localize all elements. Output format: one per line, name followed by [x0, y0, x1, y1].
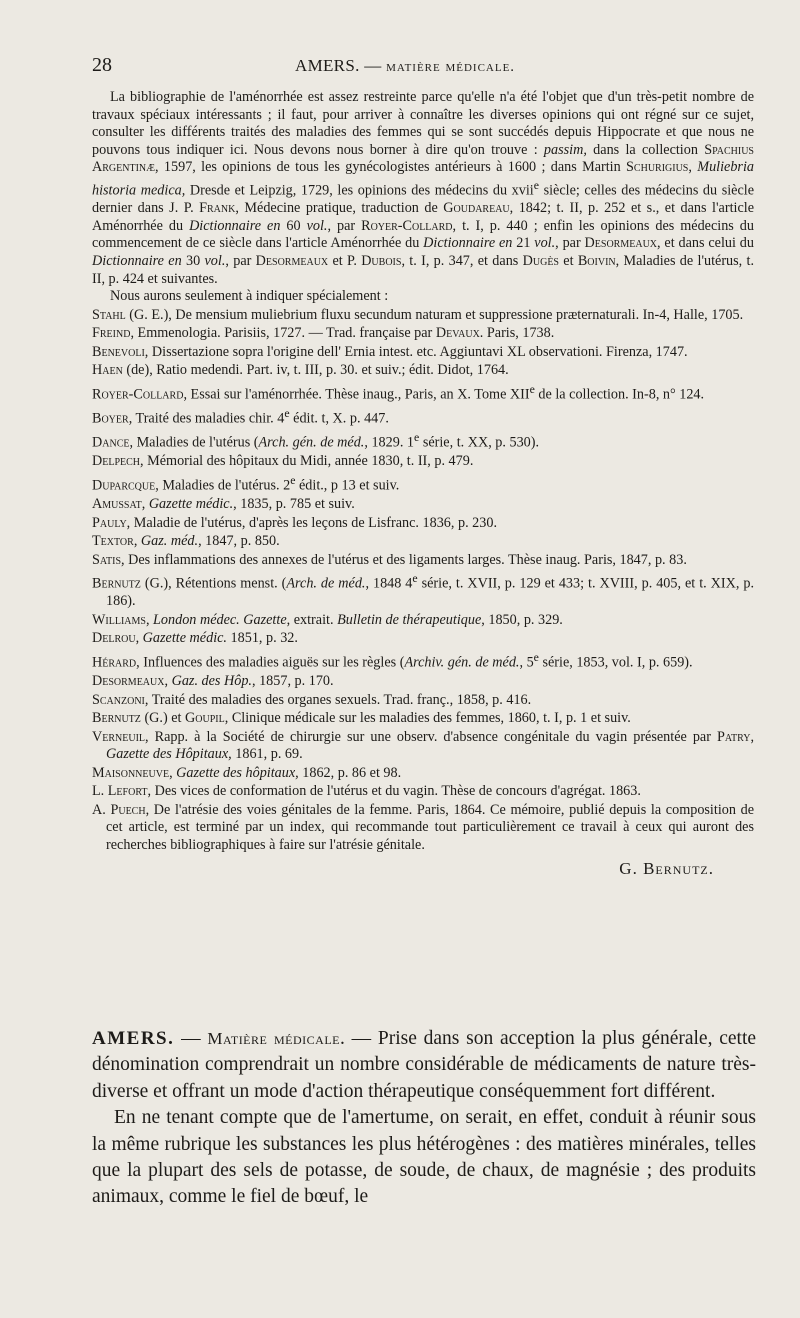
bibliography-entry — [92, 472, 754, 495]
text-run: Gazette des hôpitaux, — [176, 764, 299, 781]
text-run: Gazette médic. — [142, 630, 227, 647]
text-run: Maisonneuve — [92, 764, 170, 781]
text-run: Gazette médic. — [148, 496, 234, 513]
text-run: . — Prise dans son acception la plus générale, cette dénomination comprendrait un nombre considérable de médicaments de nature très-diverse et offrant un mode d'action thérapeutique conséquemment fort différent. — [92, 1028, 757, 1102]
text-run: , — [750, 728, 754, 745]
text-run: , Emmenologia. Parisiis, 1727. — Trad. française par — [130, 325, 436, 342]
text-run: Verneuil — [92, 728, 146, 745]
text-run: (G.) et — [140, 710, 186, 727]
text-run: Boivin — [577, 253, 616, 270]
text-run: , Maladies de l'utérus. 2 — [155, 477, 291, 494]
text-run: , Maladie de l'utérus, d'après les leçons de Lisfranc. 1836, p. 230. — [126, 514, 498, 531]
text-run: , 1842; t. II, p. 252 et s., et dans l'article Aménorrhée du — [92, 200, 754, 234]
text-run: , Traité des maladies chir. 4 — [128, 410, 285, 427]
bibliography-entry — [92, 783, 754, 801]
text-run: , Des vices de conformation de l'utérus et du vagin. Thèse de concours d'agrégat. 1863. — [147, 783, 641, 800]
text-run: Textor — [92, 533, 134, 550]
text-run: Gaz. méd. — [140, 533, 199, 550]
text-run: Goudareau — [443, 200, 510, 217]
text-run: Hérard — [92, 654, 137, 671]
text-run: , — [169, 764, 177, 781]
running-title-separator: — — [364, 56, 382, 75]
text-run: Matière médicale — [207, 1029, 340, 1048]
text-run: , 1850, p. 329. — [481, 611, 563, 628]
text-run: (G.), Rétentions menst. ( — [140, 575, 287, 592]
text-run: Satis — [92, 551, 122, 568]
running-header — [92, 54, 760, 84]
text-run: Schurigius — [626, 159, 689, 176]
text-run: édit. t, X. p. 447. — [289, 410, 389, 427]
text-run: Dictionnaire en — [423, 235, 513, 252]
text-run: , — [133, 533, 141, 550]
text-run: , Médecine pratique, traduction de — [235, 200, 444, 217]
text-run: 1861, p. 69. — [231, 746, 303, 763]
text-run: Delrou — [92, 630, 136, 647]
text-run: Patry — [717, 728, 751, 745]
text-run: 1851, p. 32. — [226, 630, 298, 647]
text-run: — — [174, 1028, 208, 1049]
text-run: , t. I, p. 440 ; enfin les opinions des médecins du commencement de ce siècle dans l'article Aménorrhée du — [92, 217, 754, 252]
text-run: , 1857, p. 170. — [251, 673, 334, 690]
text-run: , Dissertazione sopra l'origine dell' Ernia intest. etc. Aggiuntavi XL observationi. Firenza, 1747. — [144, 343, 688, 360]
bibliography-section — [92, 89, 754, 878]
text-run: Amussat — [92, 496, 142, 513]
running-title-section: matière médicale. — [386, 59, 516, 75]
text-run: Dictionnaire en — [92, 253, 182, 270]
bibliography-entry — [92, 325, 754, 343]
text-run: , et dans celui du — [657, 235, 754, 252]
text-run: Dictionnaire en — [189, 217, 281, 234]
text-run: Benevoli — [92, 343, 145, 360]
text-run: , 1848 4 — [365, 575, 413, 592]
text-run: , Des inflammations des annexes de l'utérus et des ligaments larges. Thèse inaug. Paris, 1847, p. 83. — [121, 551, 687, 568]
text-run: de la collection. In-8, n° 124. — [534, 386, 705, 403]
text-run: A. — [92, 801, 111, 818]
text-run: , — [688, 159, 698, 176]
text-run: , 1597, les opinions de tous les gynécologistes antérieurs à 1600 ; dans Martin — [155, 159, 627, 176]
text-run: Muliebria historia medica, — [92, 159, 754, 199]
bibliography-entry — [92, 496, 754, 514]
text-run: Bernutz — [92, 575, 141, 592]
text-run: Archiv. gén. de méd. — [404, 654, 520, 671]
text-run: et P. — [328, 253, 362, 270]
text-run: AMERS. — [92, 1028, 175, 1049]
text-run: e — [284, 406, 290, 421]
text-run: e — [533, 649, 539, 664]
article-paragraph-2: En ne tenant compte que de l'amertume, on serait, en effet, conduit à réunir sous la même rubrique les substances les plus hétérogènes : des matières minérales, telles que la plupart des sels de potasse, de soude, de chaux, de magnésie ; des produits animaux, comme le fiel de bœuf, le — [92, 1107, 756, 1208]
text-run: Devaux — [435, 325, 480, 342]
bibliography-entry — [92, 552, 754, 570]
bibliography-entry — [92, 612, 754, 630]
text-run: , par — [327, 217, 362, 234]
text-run: Freind — [92, 325, 131, 342]
running-title-word: AMERS. — [295, 56, 360, 75]
bibliography-entry — [92, 649, 754, 672]
text-run: série, 1853, vol. I, p. 659). — [538, 654, 693, 671]
bibliography-entry — [92, 307, 754, 325]
text-run: , — [135, 630, 143, 647]
bibliography-entry — [92, 344, 754, 362]
bibliography-entry — [92, 453, 754, 471]
text-run: Arch. de méd. — [286, 575, 366, 592]
text-run: série, t. XX, p. 530). — [419, 434, 540, 451]
bibliography-entry — [92, 381, 754, 404]
bibliography-list — [92, 307, 754, 855]
bibliography-entry — [92, 515, 754, 533]
text-run: , Clinique médicale sur les maladies des femmes, 1860, t. I, p. 1 et suiv. — [224, 710, 631, 727]
text-run: , 1829. 1 — [364, 434, 415, 451]
text-run: Bernutz — [92, 710, 141, 727]
text-run: Gazette des Hôpitaux, — [106, 746, 232, 763]
text-run: , Maladies de l'utérus, t. II, p. 424 et suivantes. — [92, 253, 755, 287]
text-run: (de), Ratio medendi. Part. iv, t. III, p. 30. et suiv.; édit. Didot, 1764. — [122, 362, 509, 379]
text-run: Frank — [199, 200, 236, 217]
text-run: Goupil — [185, 710, 225, 727]
text-run: vol. — [306, 217, 328, 234]
text-run: Boyer — [92, 410, 129, 427]
page-number: 28 — [92, 54, 112, 76]
text-run: , — [141, 496, 149, 513]
text-run: Desormeaux — [92, 673, 165, 690]
text-run: , De l'atrésie des voies génitales de la femme. Paris, 1864. Ce mémoire, publié depuis la composition de cet article, est terminé par un index, qui recommande tout particulièrement ce travail à ceux qui auront des recherches bibliographiques à faire sur l'atrésie génitale. — [106, 801, 754, 853]
bibliography-entry — [92, 533, 754, 551]
text-run: Desormeaux — [255, 253, 329, 270]
article-amers — [92, 1026, 756, 1211]
text-run: e — [290, 472, 296, 487]
bibliography-intro-paragraph — [92, 89, 754, 288]
text-run: Gaz. des Hôp. — [171, 673, 252, 690]
text-run: Williams — [92, 611, 146, 628]
text-run: . Paris, 1738. — [479, 325, 555, 342]
text-run: vol. — [534, 235, 556, 252]
text-run: , Rapp. à la Société de chirurgie sur une observ. d'absence congénitale du vagin présentée par — [145, 728, 717, 745]
text-run: , 1835, p. 785 et suiv. — [233, 496, 355, 513]
running-title — [295, 56, 515, 76]
text-run: Delpech — [92, 453, 141, 470]
text-run: Duparcque — [92, 477, 156, 494]
text-run: siècle; celles des médecins du siècle dernier dans J. P. — [92, 182, 755, 217]
text-run: Spachius Argentinæ — [92, 141, 754, 176]
text-run: e — [412, 571, 418, 586]
bibliography-entry — [92, 630, 754, 648]
text-run: Bulletin de thérapeutique — [337, 611, 482, 628]
bibliography-entry — [92, 765, 754, 783]
text-run: , 1847, p. 850. — [198, 533, 280, 550]
text-run: , 5 — [519, 654, 534, 671]
text-run: Dresde et Leipzig, 1729, les opinions des médecins du xvii — [185, 182, 534, 199]
text-run: Dance — [92, 434, 130, 451]
text-run: London médec. Gazette — [153, 611, 287, 628]
text-run: , par — [225, 253, 256, 270]
text-run: e — [529, 381, 535, 396]
text-run: , — [145, 611, 154, 628]
text-run: passim, — [543, 141, 587, 158]
text-run: Royer-Collard — [361, 217, 453, 234]
text-run: , Traité des maladies des organes sexuels. Trad. franç., 1858, p. 416. — [144, 691, 532, 708]
text-run: Dugès — [522, 253, 559, 270]
article-paragraph-1 — [92, 1026, 756, 1105]
text-run: , Essai sur l'aménorrhée. Thèse inaug., Paris, an X. Tome XII — [183, 386, 530, 403]
text-run: Pauly — [92, 514, 127, 531]
author-signature: G. Bernutz. — [619, 859, 714, 879]
bibliography-entry — [92, 570, 754, 611]
bibliography-entry — [92, 710, 754, 728]
text-run: Arch. gén. de méd. — [258, 434, 365, 451]
text-run: et — [558, 253, 578, 270]
bibliography-entry — [92, 405, 754, 428]
text-run: , Mémorial des hôpitaux du Midi, année 1830, t. II, p. 479. — [140, 453, 474, 470]
text-run: 21 — [512, 235, 535, 252]
text-run: Desormeaux — [584, 235, 658, 252]
text-run: Haen — [92, 362, 123, 379]
text-run: , extrait. — [286, 611, 338, 628]
text-run: 1862, p. 86 et 98. — [298, 764, 402, 781]
text-run: (G. E.), De mensium muliebrium fluxu secundum naturam et suppressione præternaturali. In-4, Halle, 1705. — [125, 306, 744, 323]
text-run: dans la collection — [586, 141, 705, 158]
text-run: L. — [92, 783, 108, 800]
text-run: Puech — [110, 801, 146, 818]
text-run: Royer-Collard — [92, 386, 184, 403]
text-run: 30 — [181, 253, 205, 270]
text-run: Lefort — [107, 783, 148, 800]
text-run: Scanzoni — [92, 691, 145, 708]
text-run: , Maladies de l'utérus ( — [129, 434, 259, 451]
text-run: e — [414, 430, 420, 445]
text-run: Stahl — [92, 306, 126, 323]
bibliography-entry — [92, 429, 754, 452]
text-run: vol. — [204, 253, 226, 270]
text-run: , Influences des maladies aiguës sur les règles ( — [136, 654, 405, 671]
bibliography-lead-in: Nous aurons seulement à indiquer spécialement : — [110, 288, 389, 305]
bibliography-entry — [92, 692, 754, 710]
text-run: , — [164, 673, 172, 690]
text-run: édit., p 13 et suiv. — [295, 477, 400, 494]
bibliography-entry — [92, 362, 754, 380]
text-run: série, t. XVII, p. 129 et 433; t. XVIII, p. 405, et t. XIX, p. 186). — [106, 575, 754, 610]
text-run: e — [533, 177, 539, 192]
text-run: , t. I, p. 347, et dans — [401, 253, 523, 270]
text-run: , par — [555, 235, 585, 252]
text-run: Dubois — [361, 253, 402, 270]
text-run: La bibliographie de l'aménorrhée est assez restreinte parce qu'elle n'a été l'objet que d'un très-petit nombre de travaux spéciaux intéressants ; il faut, pour arriver à connaître les diverses opinions qui ont régné sur ce sujet, consulter les différents traités des maladies des femmes qui se sont succédés depuis Hippocrate et que nous ne pouvons tous indiquer ici. Nous devons nous borner à dire qu'on trouve : — [92, 89, 754, 158]
bibliography-entry — [92, 802, 754, 855]
bibliography-entry — [92, 673, 754, 691]
text-run: 60 — [280, 217, 307, 234]
bibliography-entry — [92, 729, 754, 764]
